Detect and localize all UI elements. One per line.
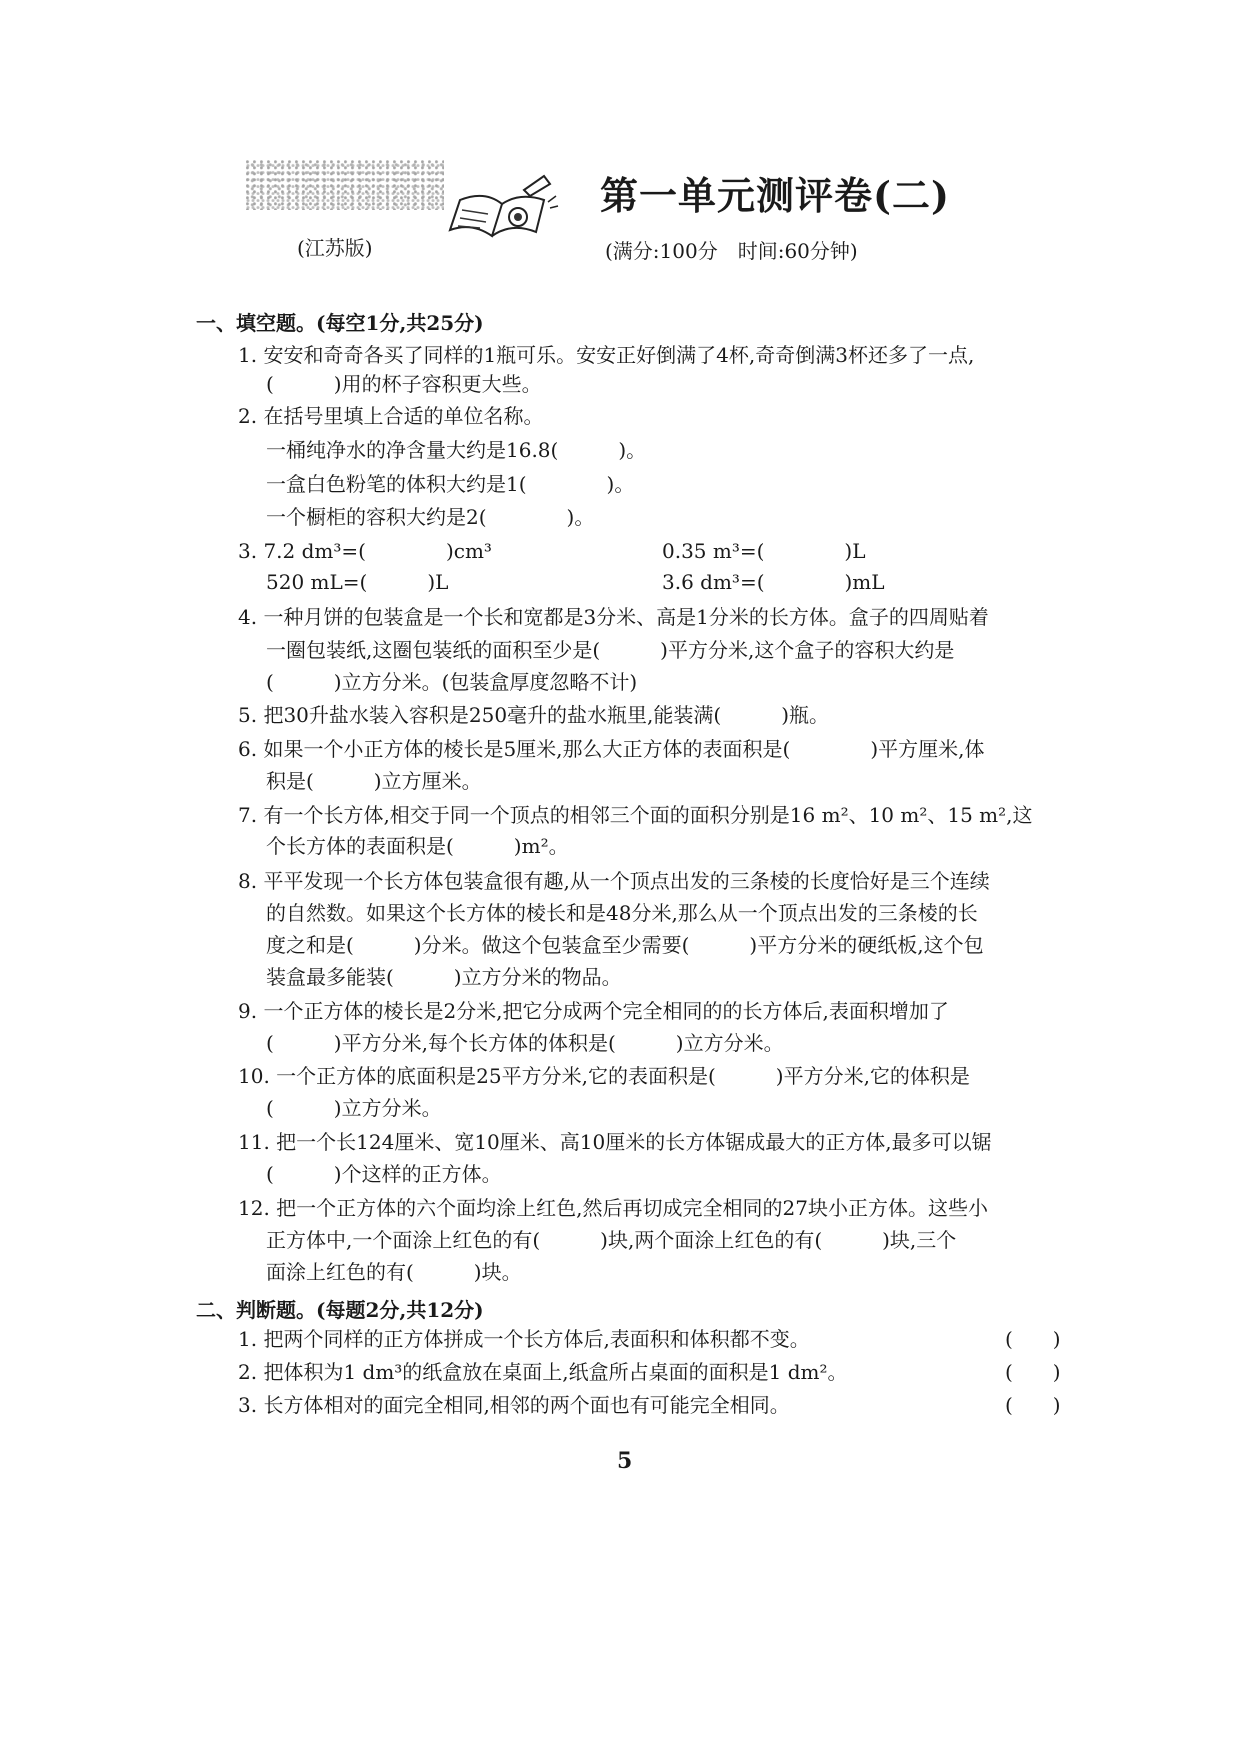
- question-line: ( )立方分米。: [266, 1096, 442, 1120]
- question-line: 11. 把一个长124厘米、宽10厘米、高10厘米的长方体锯成最大的正方体,最多可以锯: [238, 1130, 992, 1154]
- question-line: 一个橱柜的容积大约是2( )。: [266, 505, 595, 529]
- question-line: 2. 在括号里填上合适的单位名称。: [238, 404, 544, 428]
- question-line: 3.6 dm³=( )mL: [662, 570, 885, 594]
- question-line: 1. 安安和奇奇各买了同样的1瓶可乐。安安正好倒满了4杯,奇奇倒满3杯还多了一点,: [238, 343, 975, 367]
- judgment-item: 1. 把两个同样的正方体拼成一个长方体后,表面积和体积都不变。: [238, 1327, 810, 1351]
- question-line: 8. 平平发现一个长方体包装盒很有趣,从一个顶点出发的三条棱的长度恰好是三个连续: [238, 869, 990, 893]
- question-line: ( )个这样的正方体。: [266, 1162, 502, 1186]
- question-line: 一盒白色粉笔的体积大约是1( )。: [266, 472, 635, 496]
- answer-bracket: ( ): [1005, 1393, 1061, 1417]
- page-number: 5: [617, 1448, 633, 1474]
- question-line: 5. 把30升盐水装入容积是250毫升的盐水瓶里,能装满( )瓶。: [238, 703, 830, 727]
- question-line: 积是( )立方厘米。: [266, 769, 482, 793]
- question-line: 一桶纯净水的净含量大约是16.8( )。: [266, 438, 647, 462]
- book-illustration: [440, 170, 560, 250]
- question-line: 12. 把一个正方体的六个面均涂上红色,然后再切成完全相同的27块小正方体。这些小: [238, 1196, 988, 1220]
- question-line: 0.35 m³=( )L: [662, 539, 866, 563]
- question-line: 度之和是( )分米。做这个包装盒至少需要( )平方分米的硬纸板,这个包: [266, 933, 984, 957]
- question-line: 9. 一个正方体的棱长是2分米,把它分成两个完全相同的的长方体后,表面积增加了: [238, 999, 949, 1023]
- question-line: ( )平方分米,每个长方体的体积是( )立方分米。: [266, 1031, 784, 1055]
- blurred-logo-watermark: [246, 160, 444, 210]
- question-line: 4. 一种月饼的包装盒是一个长和宽都是3分米、高是1分米的长方体。盒子的四周贴着: [238, 605, 989, 629]
- question-line: 520 mL=( )L: [266, 570, 449, 594]
- question-line: ( )用的杯子容积更大些。: [266, 372, 542, 396]
- question-line: 装盒最多能装( )立方分米的物品。: [266, 965, 622, 989]
- answer-bracket: ( ): [1005, 1327, 1061, 1351]
- question-line: 6. 如果一个小正方体的棱长是5厘米,那么大正方体的表面积是( )平方厘米,体: [238, 737, 985, 761]
- answer-bracket: ( ): [1005, 1360, 1061, 1384]
- question-line: ( )立方分米。(包装盒厚度忽略不计): [266, 670, 638, 694]
- question-line: 3. 7.2 dm³=( )cm³: [238, 539, 492, 563]
- question-line: 一圈包装纸,这圈包装纸的面积至少是( )平方分米,这个盒子的容积大约是: [266, 638, 955, 662]
- question-line: 面涂上红色的有( )块。: [266, 1260, 522, 1284]
- page-title: 第一单元测评卷(二): [600, 173, 950, 218]
- question-line: 个长方体的表面积是( )m²。: [266, 834, 569, 858]
- section-heading-fill-blank: 一、填空题。(每空1分,共25分): [196, 311, 484, 335]
- judgment-item: 3. 长方体相对的面完全相同,相邻的两个面也有可能完全相同。: [238, 1393, 790, 1417]
- question-line: 正方体中,一个面涂上红色的有( )块,两个面涂上红色的有( )块,三个: [266, 1228, 957, 1252]
- judgment-item: 2. 把体积为1 dm³的纸盒放在桌面上,纸盒所占桌面的面积是1 dm²。: [238, 1360, 848, 1384]
- question-line: 7. 有一个长方体,相交于同一个顶点的相邻三个面的面积分别是16 m²、10 m²、15 m²,这: [238, 803, 1033, 827]
- edition-label: (江苏版): [297, 236, 373, 260]
- score-time-label: (满分:100分 时间:60分钟): [605, 239, 858, 263]
- question-line: 的自然数。如果这个长方体的棱长和是48分米,那么从一个顶点出发的三条棱的长: [266, 901, 978, 925]
- question-line: 10. 一个正方体的底面积是25平方分米,它的表面积是( )平方分米,它的体积是: [238, 1064, 970, 1088]
- section-heading-true-false: 二、判断题。(每题2分,共12分): [196, 1298, 484, 1322]
